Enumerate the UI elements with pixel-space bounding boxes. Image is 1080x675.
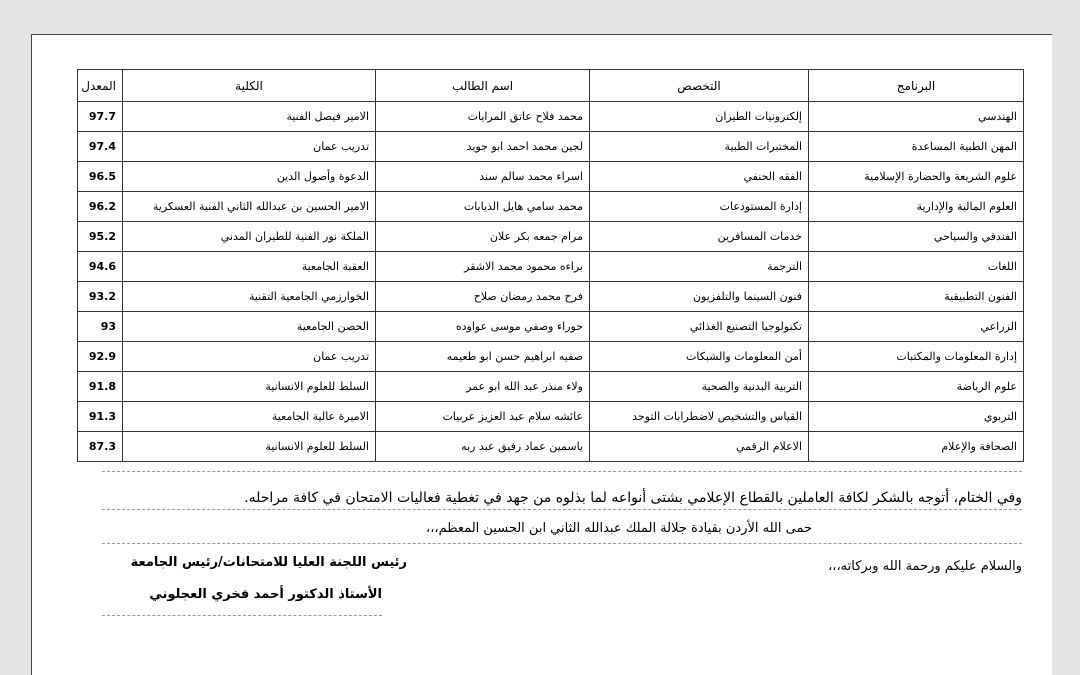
table-row	[78, 432, 1024, 462]
college-cell: السلط للعلوم الانسانية	[123, 372, 376, 402]
average-cell: 96.2	[78, 192, 123, 222]
program-cell: علوم الشريعة والحضارة الإسلامية	[809, 162, 1024, 192]
specialization-cell: الفقه الحنفي	[590, 162, 809, 192]
student-cell: مرام جمعه بكر علان	[376, 222, 590, 252]
specialization-cell: إدارة المستودعات	[590, 192, 809, 222]
specialization-cell: إلكترونيات الطيران	[590, 102, 809, 132]
average-cell: 97.7	[78, 102, 123, 132]
college-cell: الدعوة وأصول الدين	[123, 162, 376, 192]
average-cell: 91.3	[78, 402, 123, 432]
average-cell: 91.8	[78, 372, 123, 402]
college-cell: الخوارزمي الجامعية التقنية	[123, 282, 376, 312]
specialization-cell: الترجمة	[590, 252, 809, 282]
program-cell: العلوم المالية والإدارية	[809, 192, 1024, 222]
program-cell: المهن الطبية المساعدة	[809, 132, 1024, 162]
table-row	[78, 342, 1024, 372]
college-cell: السلط للعلوم الانسانية	[123, 432, 376, 462]
closing-thanks: وفي الختام، أتوجه بالشكر لكافة العاملين بالقطاع الإعلامي بشتى أنواعه لما بذلوه من جهد في تغطية فعاليات الامتحان في كافة مراحله.	[244, 490, 1022, 506]
results-table	[77, 69, 1024, 462]
dashed-divider	[102, 615, 382, 616]
college-cell: الحصن الجامعية	[123, 312, 376, 342]
table-row	[78, 192, 1024, 222]
program-cell: اللغات	[809, 252, 1024, 282]
average-cell: 97.4	[78, 132, 123, 162]
table-row	[78, 312, 1024, 342]
table-row	[78, 162, 1024, 192]
student-cell: صفيه ابراهيم حسن ابو طعيمه	[376, 342, 590, 372]
student-cell: محمد سامي هايل الذيابات	[376, 192, 590, 222]
table-row	[78, 282, 1024, 312]
specialization-cell: تكنولوجيا التصنيع الغذائي	[590, 312, 809, 342]
student-cell: حوراء وصفي موسى عواوده	[376, 312, 590, 342]
student-cell: محمد فلاح عاتق المرايات	[376, 102, 590, 132]
student-cell: براءه محمود محمد الاشقر	[376, 252, 590, 282]
college-cell: الملكة نور الفنية للطيران المدني	[123, 222, 376, 252]
header-college: الكلية	[123, 70, 376, 102]
specialization-cell: المختبرات الطبية	[590, 132, 809, 162]
closing-salutation: والسلام عليكم ورحمة الله وبركاته،،،	[828, 559, 1022, 574]
average-cell: 92.9	[78, 342, 123, 372]
table-row	[78, 132, 1024, 162]
header-specialization: التخصص	[590, 70, 809, 102]
college-cell: الامير فيصل الفنية	[123, 102, 376, 132]
average-cell: 96.5	[78, 162, 123, 192]
table-row	[78, 402, 1024, 432]
signature-title: رئيس اللجنة العليا للامتحانات/رئيس الجامعة	[130, 555, 407, 570]
student-cell: اسراء محمد سالم سند	[376, 162, 590, 192]
signature-name: الأستاذ الدكتور أحمد فخري العجلوني	[149, 587, 382, 602]
table-row	[78, 102, 1024, 132]
college-cell: تدريب عمان	[123, 132, 376, 162]
specialization-cell: الاعلام الرقمي	[590, 432, 809, 462]
student-cell: لجين محمد احمد ابو جويد	[376, 132, 590, 162]
dashed-divider	[102, 509, 1022, 510]
dashed-divider	[102, 543, 1022, 544]
program-cell: الصحافة والإعلام	[809, 432, 1024, 462]
college-cell: تدريب عمان	[123, 342, 376, 372]
table-row	[78, 222, 1024, 252]
document-page	[31, 34, 1052, 675]
college-cell: العقبة الجامعية	[123, 252, 376, 282]
college-cell: الامير الحسين بن عبدالله الثاني الفنية العسكرية	[123, 192, 376, 222]
table-header-row	[78, 70, 1024, 102]
header-student: اسم الطالب	[376, 70, 590, 102]
student-cell: ياسمين عماد رفيق عبد ربه	[376, 432, 590, 462]
header-program: البرنامج	[809, 70, 1024, 102]
program-cell: الزراعي	[809, 312, 1024, 342]
table-row	[78, 252, 1024, 282]
average-cell: 87.3	[78, 432, 123, 462]
student-cell: فرح محمد رمضان صلاح	[376, 282, 590, 312]
student-cell: ولاء منذر عبد الله ابو عمر	[376, 372, 590, 402]
program-cell: علوم الرياضة	[809, 372, 1024, 402]
header-average: المعدل	[78, 70, 123, 102]
average-cell: 95.2	[78, 222, 123, 252]
program-cell: الهندسي	[809, 102, 1024, 132]
program-cell: إدارة المعلومات والمكتبات	[809, 342, 1024, 372]
program-cell: الفنون التطبيقية	[809, 282, 1024, 312]
table-row	[78, 372, 1024, 402]
college-cell: الاميرة عالية الجامعية	[123, 402, 376, 432]
average-cell: 93	[78, 312, 123, 342]
closing-prayer: حمى الله الأردن بقيادة جلالة الملك عبدالله الثاني ابن الحسين المعظم،،،	[426, 521, 812, 536]
program-cell: الفندقي والسياحي	[809, 222, 1024, 252]
specialization-cell: القياس والتشخيص لاضطرابات التوحد	[590, 402, 809, 432]
student-cell: عائشه سلام عبد العزيز عربيات	[376, 402, 590, 432]
dashed-divider	[102, 471, 1022, 472]
program-cell: التربوي	[809, 402, 1024, 432]
specialization-cell: فنون السينما والتلفزيون	[590, 282, 809, 312]
average-cell: 93.2	[78, 282, 123, 312]
average-cell: 94.6	[78, 252, 123, 282]
specialization-cell: التربية البدنية والصحية	[590, 372, 809, 402]
specialization-cell: أمن المعلومات والشبكات	[590, 342, 809, 372]
specialization-cell: خدمات المسافرين	[590, 222, 809, 252]
